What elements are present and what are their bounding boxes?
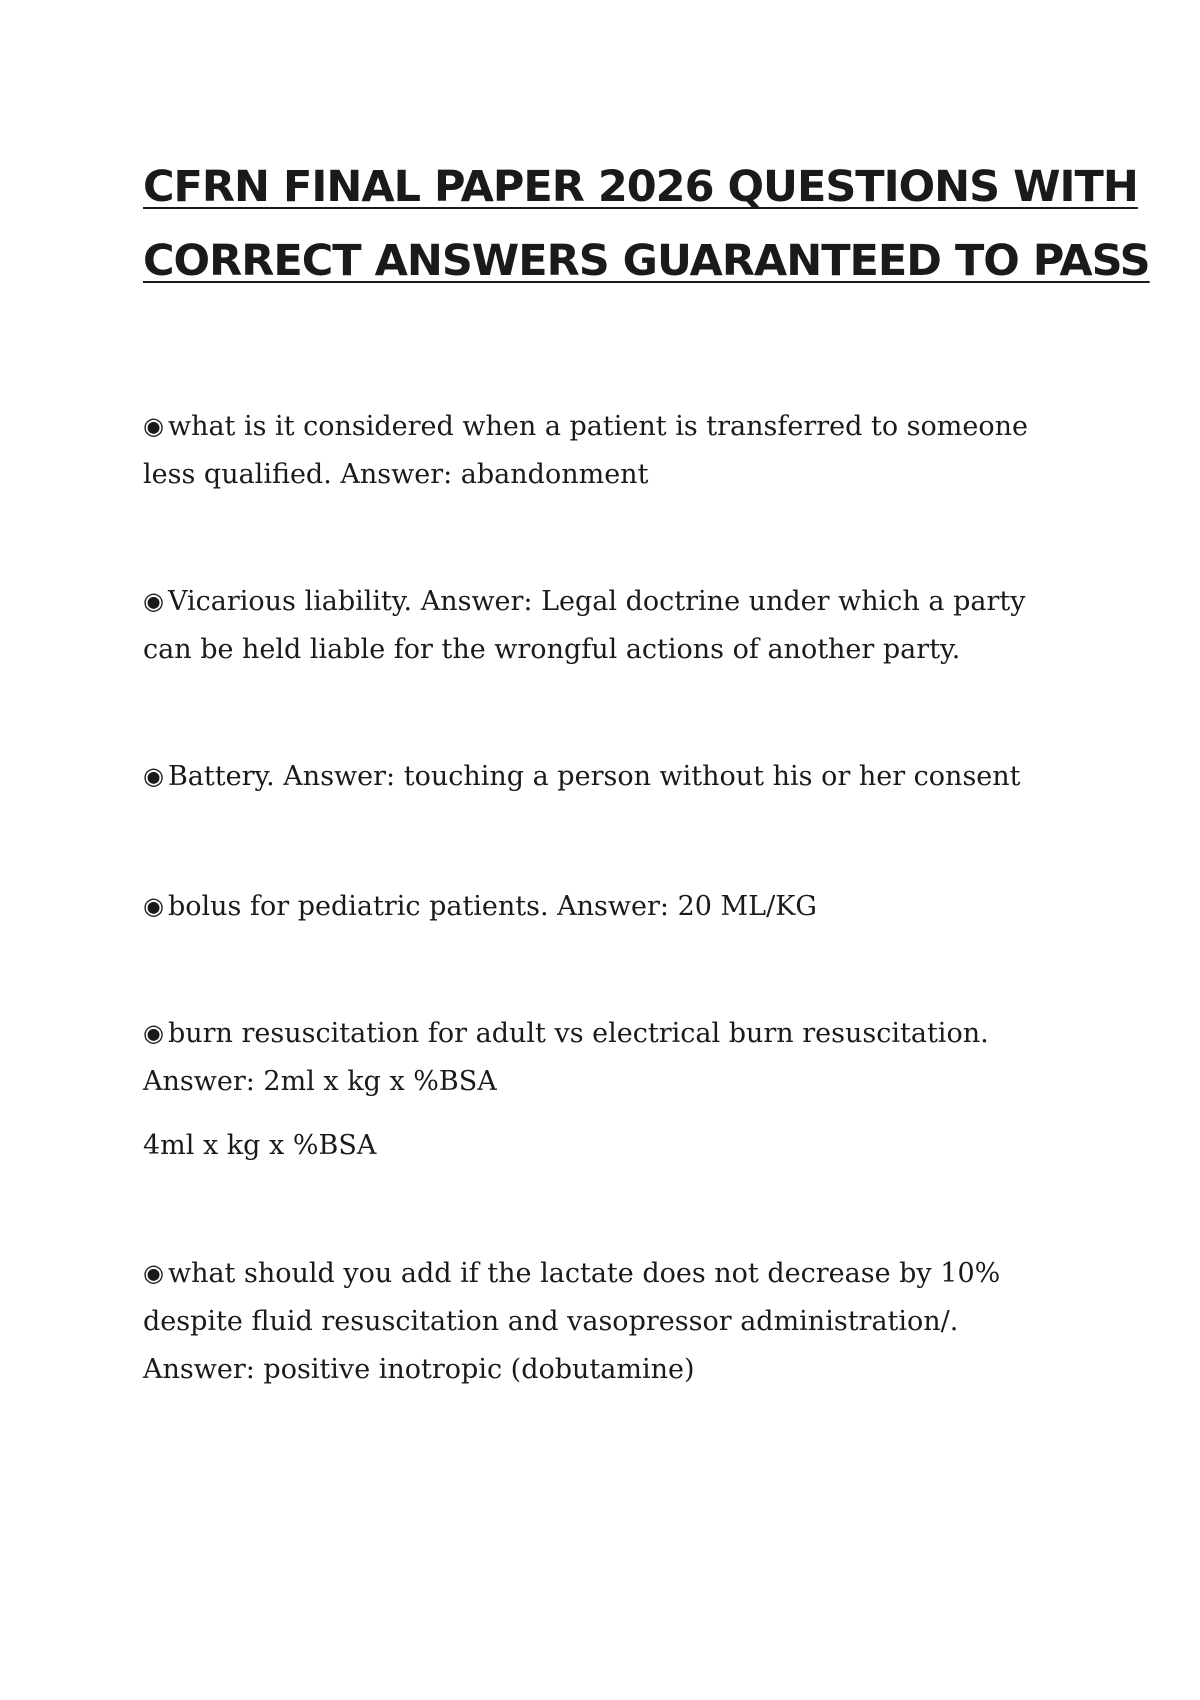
- qa-item-5-line-2: Answer: 2ml x kg x %BSA: [143, 1066, 497, 1097]
- qa-item-6: [143, 1249, 1043, 1394]
- radio-bullet-icon: ◉: [143, 412, 164, 440]
- document-title: [143, 150, 1150, 298]
- qa-item-6-line-1: what should you add if the lactate does not decrease by 10%: [167, 1258, 1001, 1289]
- qa-item-1-line-1: what is it considered when a patient is transferred to someone: [167, 411, 1028, 442]
- qa-item-4-line-1: bolus for pediatric patients. Answer: 20 ML/KG: [167, 891, 817, 922]
- title-line-2: CORRECT ANSWERS GUARANTEED TO PASS: [143, 236, 1150, 286]
- qa-item-5-line-1: burn resuscitation for adult vs electrical burn resuscitation.: [167, 1018, 989, 1049]
- radio-bullet-icon: ◉: [143, 892, 164, 920]
- qa-item-3-line-1: Battery. Answer: touching a person without his or her consent: [167, 761, 1021, 792]
- qa-item-3: [143, 752, 1043, 801]
- qa-item-1: [143, 402, 1043, 499]
- qa-item-4: [143, 882, 1043, 931]
- qa-item-2-line-1: Vicarious liability. Answer: Legal doctrine under which a party: [167, 586, 1026, 617]
- qa-item-5: [143, 1009, 1043, 1170]
- qa-item-1-line-2: less qualified. Answer: abandonment: [143, 459, 649, 490]
- radio-bullet-icon: ◉: [143, 1259, 164, 1287]
- radio-bullet-icon: ◉: [143, 587, 164, 615]
- title-line-1: CFRN FINAL PAPER 2026 QUESTIONS WITH: [143, 162, 1138, 212]
- qa-item-2: [143, 577, 1043, 674]
- qa-item-2-line-2: can be held liable for the wrongful actions of another party.: [143, 634, 961, 665]
- qa-item-5-extra-line: 4ml x kg x %BSA: [143, 1130, 377, 1161]
- radio-bullet-icon: ◉: [143, 762, 164, 790]
- qa-item-6-line-2: despite fluid resuscitation and vasopressor administration/.: [143, 1306, 959, 1337]
- qa-item-6-line-3: Answer: positive inotropic (dobutamine): [143, 1354, 695, 1385]
- radio-bullet-icon: ◉: [143, 1019, 164, 1047]
